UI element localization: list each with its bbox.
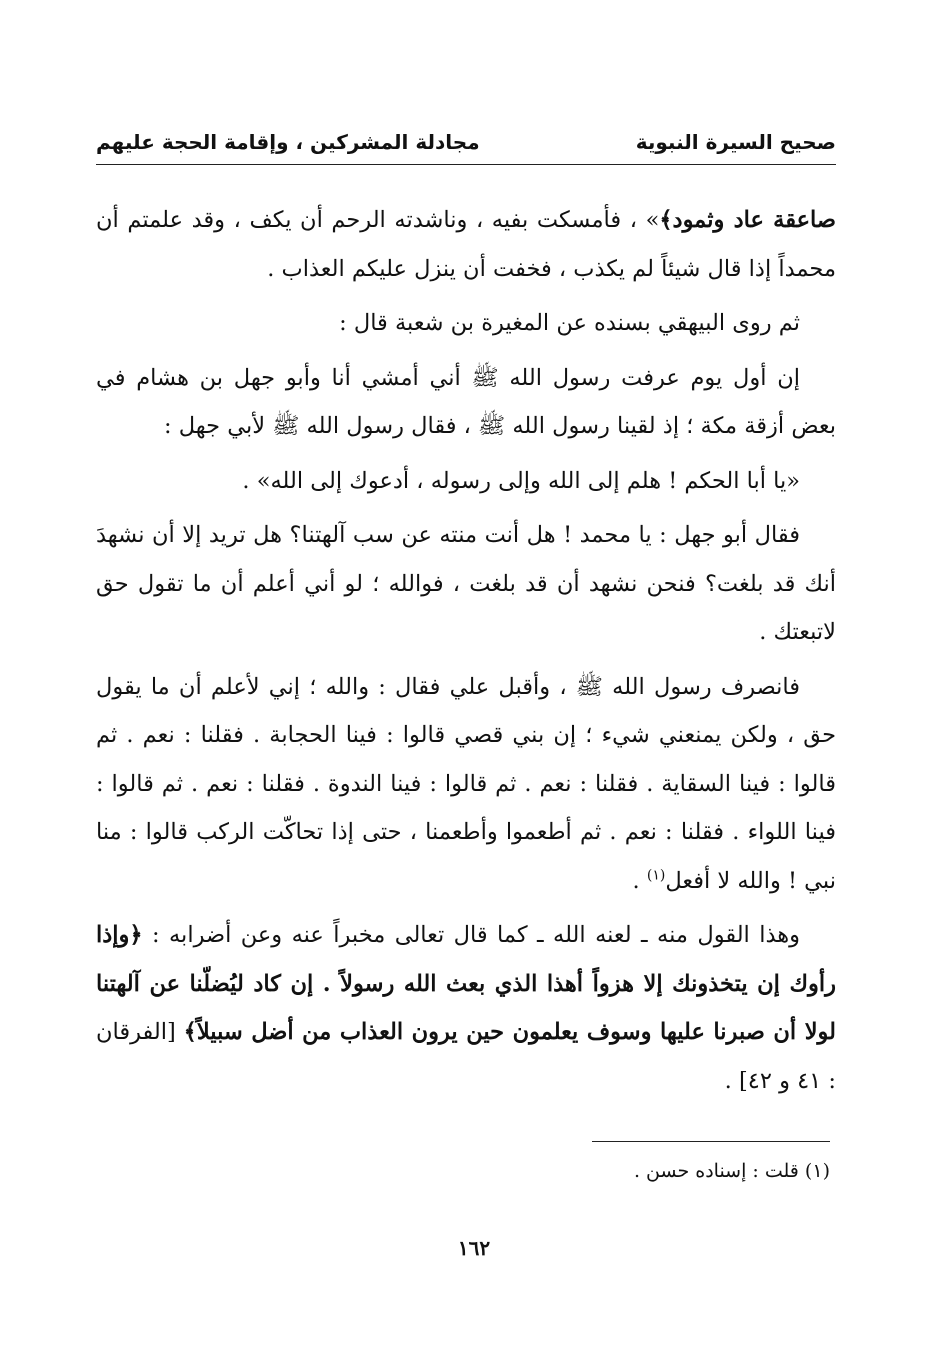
- quran-verse: ﴿وإذا رأوك إن يتخذونك إلا هزواً أهذا الذي بعث الله رسولاً . إن كاد ليُضلّنا عن آلهتنا لولا أن صبرنا عليها وسوف يعلمون حين يرون العذاب من أضل سبيلاً﴾: [96, 922, 837, 1045]
- paragraph-7-lead: وهذا القول منه ـ لعنه الله ـ كما قال تعالى مخبراً عنه وعن أضرابه :: [152, 922, 801, 948]
- footnote: (١) قلت : إسناده حسن .: [633, 1160, 830, 1182]
- footnote-reference[interactable]: (١): [646, 867, 666, 883]
- paragraph-6-text: فانصرف رسول الله ﷺ ، وأقبل علي فقال : والله ؛ إني لأعلم أن ما يقول حق ، ولكن يمنعني شيء ؛ إن بني قصي قالوا : فينا الحجابة . فقلنا : نعم . ثم قالوا : فينا السقاية . فقلنا : نعم . ثم قالوا : فينا الندوة . فقلنا : نعم . ثم قالوا : فينا اللواء . فقلنا : نعم . ثم أطعموا وأطعمنا ، حتى إذا تحاكّت الركب قالوا : منا نبي ! والله لا أفعل: [96, 673, 836, 894]
- paragraph-1-text: » ، فأمسكت بفيه ، وناشدته الرحم أن يكف ، وقد علمتم أن محمداً إذا قال شيئاً لم يكذب ، فخفت أن ينزل عليكم العذاب .: [96, 207, 836, 282]
- page-number: ١٦٢: [457, 1236, 491, 1260]
- paragraph-3: إن أول يوم عرفت رسول الله ﷺ أني أمشي أنا وأبو جهل بن هشام في بعض أزقة مكة ؛ إذ لقينا رسول الله ﷺ ، فقال رسول الله ﷺ لأبي جهل :: [96, 364, 836, 439]
- paragraph-2: ثم روى البيهقي بسنده عن المغيرة بن شعبة قال :: [339, 310, 800, 336]
- paragraph-1: [96, 196, 836, 293]
- header-divider: [96, 164, 836, 165]
- book-title: صحيح السيرة النبوية: [635, 130, 836, 154]
- paragraph-5: فقال أبو جهل : يا محمد ! هل أنت منته عن سب آلهتنا؟ هل تريد إلا أن نشهدَ أنك قد بلغت؟ فنحن نشهد أن قد بلغت ، فوالله ؛ لو أني أعلم أن ما تقول حق لاتبعتك .: [96, 522, 836, 645]
- verse-ending: صاعقة عاد وثمود﴾: [659, 207, 836, 233]
- paragraph-7: [96, 911, 836, 1105]
- verse-citation: [الفرقان : ٤١ و ٤٢] .: [96, 1019, 836, 1094]
- paragraph-6-tail: .: [632, 867, 647, 894]
- footnote-divider: [592, 1141, 830, 1142]
- running-header: [96, 122, 836, 162]
- chapter-title: مجادلة المشركين ، وإقامة الحجة عليهم: [96, 130, 480, 154]
- paragraph-6: [96, 663, 836, 906]
- paragraph-4: «يا أبا الحكم ! هلم إلى الله وإلى رسوله ، أدعوك إلى الله» .: [242, 467, 800, 494]
- main-text: [96, 196, 836, 1111]
